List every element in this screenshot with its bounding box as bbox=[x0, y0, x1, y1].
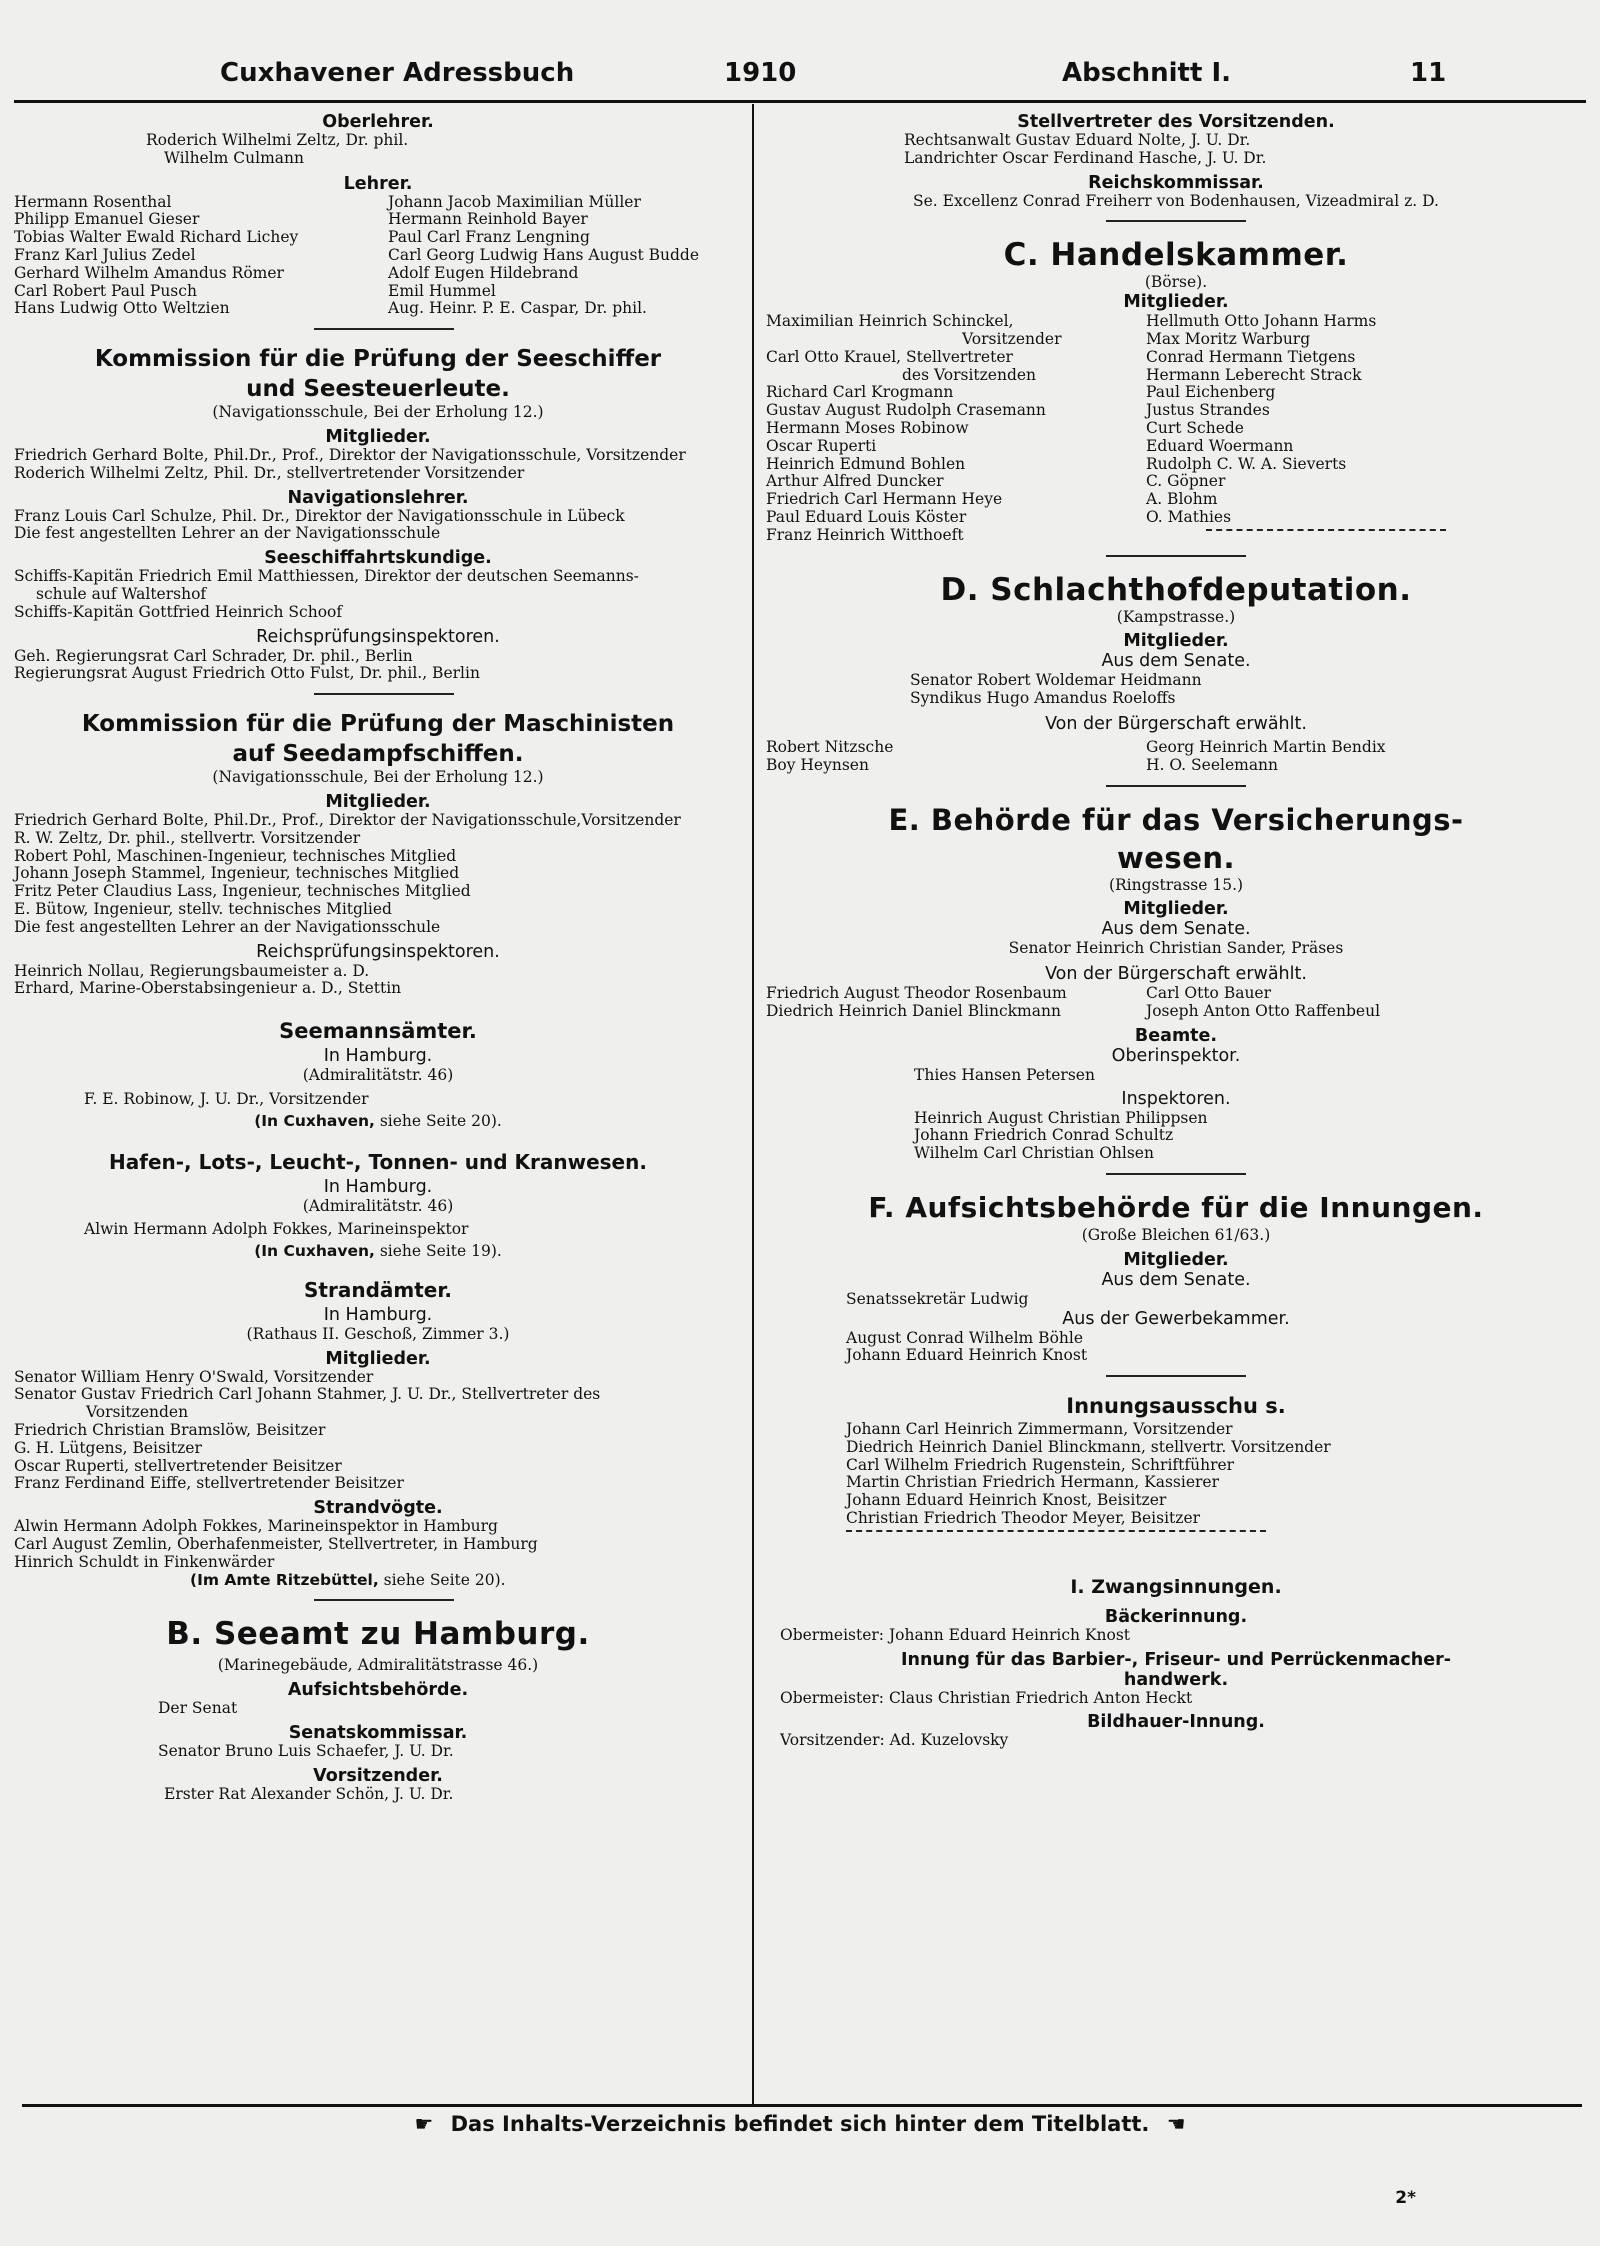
stellv-line: Rechtsanwalt Gustav Eduard Nolte, J. U. Dr. bbox=[904, 131, 1251, 149]
reichskomm-line: Se. Excellenz Conrad Freiherr von Bodenhausen, Vizeadmiral z. D. bbox=[913, 191, 1439, 210]
ausschuss-line: Johann Eduard Heinrich Knost, Beisitzer bbox=[846, 1491, 1167, 1510]
signature-mark: 2* bbox=[1395, 2188, 1416, 2208]
lehrer-name: Franz Karl Julius Zedel bbox=[14, 245, 196, 264]
komm1-title-2: und Seesteuerleute. bbox=[246, 376, 510, 403]
hafen-location: In Hamburg. bbox=[323, 1176, 433, 1197]
lehrer-name: Tobias Walter Ewald Richard Lichey bbox=[14, 228, 299, 247]
handels-name: Curt Schede bbox=[1146, 418, 1244, 437]
barbier-line: Obermeister: Claus Christian Friedrich Anton Heckt bbox=[780, 1688, 1193, 1707]
vers-title-2: wesen. bbox=[1116, 840, 1236, 875]
seeschiff-line: schule auf Waltershof bbox=[36, 584, 207, 603]
strand-reference: (Im Amte Ritzebüttel, siehe Seite 20). bbox=[190, 1570, 506, 1589]
pointing-hand-icon: ☚ bbox=[1166, 2112, 1186, 2136]
handels-name: Hermann Leberecht Strack bbox=[1146, 365, 1362, 384]
barbier-heading-2: handwerk. bbox=[1123, 1669, 1229, 1690]
gewerbe-heading: Aus der Gewerbekammer. bbox=[1062, 1308, 1290, 1329]
schlacht-name: Georg Heinrich Martin Bendix bbox=[1146, 737, 1386, 756]
zwangsinnungen-heading: I. Zwangsinnungen. bbox=[1070, 1575, 1282, 1598]
handels-name: Justus Strandes bbox=[1146, 401, 1270, 420]
handels-name: Friedrich Carl Hermann Heye bbox=[766, 490, 1003, 509]
barbier-heading: Innung für das Barbier-, Friseur- und Perrückenmacher- bbox=[900, 1649, 1452, 1670]
inspektoren-heading: Inspektoren. bbox=[1121, 1088, 1231, 1109]
oberlehrer-heading: Oberlehrer. bbox=[322, 112, 434, 132]
komm1-address: (Navigationsschule, Bei der Erholung 12.) bbox=[212, 403, 544, 422]
section-divider bbox=[1106, 555, 1246, 557]
schlacht-name: Robert Nitzsche bbox=[766, 737, 894, 756]
ausschuss-line: Martin Christian Friedrich Hermann, Kassierer bbox=[846, 1473, 1219, 1492]
lehrer-list bbox=[14, 194, 742, 319]
vers-name: Carl Otto Bauer bbox=[1146, 984, 1272, 1003]
reichskomm-heading: Reichskommissar. bbox=[1088, 172, 1264, 193]
navlehrer-heading: Navigationslehrer. bbox=[287, 487, 469, 508]
lehrer-name: Paul Carl Franz Lengning bbox=[388, 228, 590, 247]
handels-list bbox=[766, 313, 1586, 544]
baecker-heading: Bäckerinnung. bbox=[1104, 1606, 1248, 1627]
schlacht-title: D. Schlachthofdeputation. bbox=[940, 571, 1412, 608]
right-column bbox=[766, 112, 1586, 1750]
handels-name: Arthur Alfred Duncker bbox=[766, 472, 944, 491]
left-column bbox=[14, 112, 742, 1804]
schlacht-name: H. O. Seelemann bbox=[1146, 755, 1279, 774]
seeamt-title: B. Seeamt zu Hamburg. bbox=[166, 1616, 590, 1653]
vors-heading: Vorsitzender. bbox=[313, 1765, 443, 1786]
strand-address: (Rathaus II. Geschoß, Zimmer 3.) bbox=[246, 1324, 510, 1343]
dashed-rule bbox=[1206, 529, 1446, 531]
innung-senat-heading: Aus dem Senate. bbox=[1101, 1269, 1251, 1290]
strandvogte-heading: Strandvögte. bbox=[313, 1498, 443, 1519]
lehrer-heading: Lehrer. bbox=[343, 173, 413, 194]
ausschuss-line: Carl Wilhelm Friedrich Rugenstein, Schriftführer bbox=[846, 1455, 1235, 1474]
navlehrer-line: Franz Louis Carl Schulze, Phil. Dr., Direktor der Navigationsschule in Lübeck bbox=[14, 506, 625, 525]
inspektor-line: Heinrich August Christian Philippsen bbox=[914, 1108, 1208, 1127]
pointing-hand-icon: ☛ bbox=[414, 2112, 434, 2136]
oberinspektor-heading: Oberinspektor. bbox=[1111, 1045, 1241, 1066]
strand-location: In Hamburg. bbox=[323, 1304, 433, 1325]
oberlehrer-line: Roderich Wilhelmi Zeltz, Dr. phil. bbox=[146, 131, 409, 149]
seemann-address: (Admiralitätstr. 46) bbox=[302, 1066, 454, 1085]
komm2-title: Kommission für die Prüfung der Maschinisten bbox=[81, 711, 675, 738]
oberlehrer-line: Wilhelm Culmann bbox=[164, 148, 305, 167]
vers-address: (Ringstrasse 15.) bbox=[1108, 875, 1244, 894]
dashed-rule bbox=[846, 1530, 1266, 1532]
seeschiff-line: Schiffs-Kapitän Friedrich Emil Matthiessen, Direktor der deutschen Seemanns- bbox=[14, 567, 639, 586]
innung-title: F. Aufsichtsbehörde für die Innungen. bbox=[868, 1190, 1484, 1224]
member-line: Robert Pohl, Maschinen-Ingenieur, technisches Mitglied bbox=[14, 846, 457, 865]
innungsausschuss-heading: Innungsausschu s. bbox=[1066, 1394, 1286, 1419]
lehrer-name: Carl Georg Ludwig Hans August Budde bbox=[388, 245, 700, 264]
vers-senat-line: Senator Heinrich Christian Sander, Präses bbox=[1008, 939, 1344, 958]
lehrer-name: Gerhard Wilhelm Amandus Römer bbox=[14, 263, 284, 282]
handels-name: Paul Eichenberg bbox=[1146, 383, 1276, 402]
reich-line: Regierungsrat August Friedrich Otto Fulst, Dr. phil., Berlin bbox=[14, 664, 480, 683]
innung-mitglieder-heading: Mitglieder. bbox=[1123, 1249, 1229, 1270]
member-line: Senator William Henry O'Swald, Vorsitzender bbox=[14, 1367, 374, 1386]
header-year: 1910 bbox=[724, 58, 797, 88]
handels-name: Paul Eduard Louis Köster bbox=[766, 507, 967, 526]
hafen-address: (Admiralitätstr. 46) bbox=[302, 1196, 454, 1215]
lehrer-name: Philipp Emanuel Gieser bbox=[14, 210, 200, 229]
senats-heading: Senatskommissar. bbox=[288, 1723, 468, 1744]
komm2-address: (Navigationsschule, Bei der Erholung 12.) bbox=[212, 768, 544, 787]
ausschuss-line: Christian Friedrich Theodor Meyer, Beisitzer bbox=[846, 1509, 1201, 1528]
handels-title: C. Handelskammer. bbox=[1003, 237, 1349, 274]
hafen-person: Alwin Hermann Adolph Fokkes, Marineinspektor bbox=[84, 1220, 469, 1239]
lehrer-name: Hermann Rosenthal bbox=[14, 192, 172, 211]
seemann-location: In Hamburg. bbox=[323, 1046, 433, 1067]
handels-name: Rudolph C. W. A. Sieverts bbox=[1146, 454, 1347, 473]
member-line: Friedrich Gerhard Bolte, Phil.Dr., Prof., Direktor der Navigationsschule, Vorsitzender bbox=[14, 445, 686, 464]
column-rule bbox=[752, 104, 754, 2104]
schlacht-buerger-heading: Von der Bürgerschaft erwählt. bbox=[1045, 713, 1307, 734]
handels-name: Maximilian Heinrich Schinckel, bbox=[766, 312, 1014, 331]
komm2-title-2: auf Seedampfschiffen. bbox=[232, 741, 524, 768]
seeschiff-line: Schiffs-Kapitän Gottfried Heinrich Schoof bbox=[14, 602, 343, 621]
member-line: Friedrich Christian Bramslöw, Beisitzer bbox=[14, 1421, 326, 1440]
vers-name: Friedrich August Theodor Rosenbaum bbox=[766, 984, 1067, 1003]
navlehrer-line: Die fest angestellten Lehrer an der Navigationsschule bbox=[14, 524, 441, 543]
komm1-mitglieder-heading: Mitglieder. bbox=[325, 426, 431, 447]
aufsicht-heading: Aufsichtsbehörde. bbox=[287, 1680, 469, 1701]
handels-name: Conrad Hermann Tietgens bbox=[1146, 347, 1356, 366]
section-divider bbox=[314, 693, 454, 695]
member-line: Oscar Ruperti, stellvertretender Beisitzer bbox=[14, 1456, 342, 1475]
seeschiff-heading: Seeschiffahrtskundige. bbox=[264, 548, 492, 569]
schlacht-senat-line: Senator Robert Woldemar Heidmann bbox=[910, 671, 1202, 690]
footer-rule bbox=[22, 2104, 1582, 2107]
handels-name: Max Moritz Warburg bbox=[1146, 329, 1311, 348]
gewerbe-line: August Conrad Wilhelm Böhle bbox=[846, 1328, 1084, 1347]
reich-line: Geh. Regierungsrat Carl Schrader, Dr. phil., Berlin bbox=[14, 646, 413, 665]
bildhauer-line: Vorsitzender: Ad. Kuzelovsky bbox=[780, 1731, 1009, 1750]
stellv-heading: Stellvertreter des Vorsitzenden. bbox=[1017, 112, 1335, 132]
vors-line: Erster Rat Alexander Schön, J. U. Dr. bbox=[164, 1784, 454, 1803]
handels-name: des Vorsitzenden bbox=[902, 365, 1037, 384]
reich-line: Heinrich Nollau, Regierungsbaumeister a. D. bbox=[14, 961, 370, 980]
handels-name: Richard Carl Krogmann bbox=[766, 383, 954, 402]
lehrer-name: Adolf Eugen Hildebrand bbox=[388, 263, 579, 282]
reich-heading: Reichsprüfungsinspektoren. bbox=[256, 626, 500, 647]
section-divider bbox=[1106, 1173, 1246, 1175]
member-line: Vorsitzenden bbox=[86, 1403, 189, 1422]
section-divider bbox=[1106, 220, 1246, 222]
section-divider bbox=[1106, 1375, 1246, 1377]
inspektor-line: Johann Friedrich Conrad Schultz bbox=[914, 1126, 1174, 1145]
schlacht-senat-heading: Aus dem Senate. bbox=[1101, 651, 1251, 672]
handels-name: Vorsitzender bbox=[962, 329, 1062, 348]
inspektor-line: Wilhelm Carl Christian Ohlsen bbox=[914, 1144, 1154, 1163]
hafen-reference: (In Cuxhaven, siehe Seite 19). bbox=[254, 1242, 502, 1261]
section-divider bbox=[314, 1599, 454, 1601]
handels-name: Oscar Ruperti bbox=[766, 436, 877, 455]
vers-buerger-heading: Von der Bürgerschaft erwählt. bbox=[1045, 964, 1307, 985]
stellv-line: Landrichter Oscar Ferdinand Hasche, J. U. Dr. bbox=[904, 148, 1267, 167]
vers-name: Joseph Anton Otto Raffenbeul bbox=[1146, 1001, 1381, 1020]
member-line: Roderich Wilhelmi Zeltz, Phil. Dr., stellvertretender Vorsitzender bbox=[14, 463, 525, 482]
beamte-heading: Beamte. bbox=[1134, 1025, 1218, 1046]
schlacht-name: Boy Heynsen bbox=[766, 755, 869, 774]
vers-mitglieder-heading: Mitglieder. bbox=[1123, 899, 1229, 920]
reich-heading: Reichsprüfungsinspektoren. bbox=[256, 941, 500, 962]
aufsicht-line: Der Senat bbox=[158, 1699, 238, 1718]
handels-name: C. Göpner bbox=[1146, 472, 1226, 491]
vers-name: Diedrich Heinrich Daniel Blinckmann bbox=[766, 1001, 1061, 1020]
lehrer-name: Hermann Reinhold Bayer bbox=[388, 210, 588, 229]
handels-name: A. Blohm bbox=[1146, 490, 1218, 509]
innung-senat-line: Senatssekretär Ludwig bbox=[846, 1289, 1029, 1308]
lehrer-name: Johann Jacob Maximilian Müller bbox=[388, 192, 641, 211]
page-number: 11 bbox=[1410, 58, 1447, 88]
running-header bbox=[0, 58, 1600, 98]
handels-name: Hellmuth Otto Johann Harms bbox=[1146, 312, 1377, 331]
strand-heading: Strandämter. bbox=[304, 1277, 452, 1302]
handels-name: Carl Otto Krauel, Stellvertreter bbox=[766, 347, 1013, 366]
member-line: Friedrich Gerhard Bolte, Phil.Dr., Prof., Direktor der Navigationsschule,Vorsitzender bbox=[14, 810, 681, 829]
handels-name: Hermann Moses Robinow bbox=[766, 418, 969, 437]
komm2-mitglieder-heading: Mitglieder. bbox=[325, 791, 431, 812]
member-line: Die fest angestellten Lehrer an der Navigationsschule bbox=[14, 917, 441, 936]
schlacht-senat-line: Syndikus Hugo Amandus Roeloffs bbox=[910, 689, 1176, 708]
schlacht-list bbox=[766, 739, 1586, 775]
section-divider bbox=[314, 328, 454, 330]
footer-note bbox=[0, 2112, 1600, 2136]
lehrer-name: Emil Hummel bbox=[388, 281, 496, 300]
lehrer-name: Aug. Heinr. P. E. Caspar, Dr. phil. bbox=[388, 299, 647, 318]
baecker-line: Obermeister: Johann Eduard Heinrich Knost bbox=[780, 1625, 1130, 1644]
komm1-title: Kommission für die Prüfung der Seeschiffer bbox=[94, 346, 662, 373]
lehrer-name: Carl Robert Paul Pusch bbox=[14, 281, 197, 300]
bildhauer-heading: Bildhauer-Innung. bbox=[1087, 1712, 1265, 1733]
innung-address: (Große Bleichen 61/63.) bbox=[1081, 1225, 1271, 1244]
handels-name: O. Mathies bbox=[1146, 507, 1232, 526]
member-line: Senator Gustav Friedrich Carl Johann Stahmer, J. U. Dr., Stellvertreter des bbox=[14, 1385, 601, 1404]
handels-mitglieder-heading: Mitglieder. bbox=[1123, 292, 1229, 313]
seemann-heading: Seemannsämter. bbox=[279, 1019, 477, 1044]
hafen-heading: Hafen-, Lots-, Leucht-, Tonnen- und Kranwesen. bbox=[109, 1149, 647, 1174]
section-divider bbox=[1106, 785, 1246, 787]
handels-name: Gustav August Rudolph Crasemann bbox=[766, 401, 1046, 420]
header-section: Abschnitt I. bbox=[1062, 58, 1232, 88]
handels-name: Heinrich Edmund Bohlen bbox=[766, 454, 966, 473]
header-rule bbox=[14, 100, 1586, 103]
schlacht-mitglieder-heading: Mitglieder. bbox=[1123, 631, 1229, 652]
strand-mitglieder-heading: Mitglieder. bbox=[325, 1348, 431, 1369]
member-line: G. H. Lütgens, Beisitzer bbox=[14, 1438, 202, 1457]
oberinspektor-line: Thies Hansen Petersen bbox=[914, 1065, 1095, 1084]
vers-list bbox=[766, 985, 1586, 1021]
vogt-line: Carl August Zemlin, Oberhafenmeister, Stellvertreter, in Hamburg bbox=[14, 1535, 538, 1554]
footer-text: Das Inhalts-Verzeichnis befindet sich hinter dem Titelblatt. bbox=[450, 2112, 1150, 2136]
vogt-line: Alwin Hermann Adolph Fokkes, Marineinspektor in Hamburg bbox=[14, 1517, 498, 1536]
schlacht-address: (Kampstrasse.) bbox=[1116, 607, 1236, 626]
ausschuss-line: Diedrich Heinrich Daniel Blinckmann, stellvertr. Vorsitzender bbox=[846, 1437, 1331, 1456]
lehrer-name: Hans Ludwig Otto Weltzien bbox=[14, 299, 230, 318]
member-line: R. W. Zeltz, Dr. phil., stellvertr. Vorsitzender bbox=[14, 828, 361, 847]
handels-name: Eduard Woermann bbox=[1146, 436, 1294, 455]
ausschuss-line: Johann Carl Heinrich Zimmermann, Vorsitzender bbox=[846, 1420, 1233, 1439]
gewerbe-line: Johann Eduard Heinrich Knost bbox=[846, 1346, 1088, 1365]
vers-title: E. Behörde für das Versicherungs- bbox=[888, 802, 1464, 837]
member-line: Johann Joseph Stammel, Ingenieur, technisches Mitglied bbox=[14, 864, 460, 883]
senats-line: Senator Bruno Luis Schaefer, J. U. Dr. bbox=[158, 1742, 454, 1761]
seemann-reference: (In Cuxhaven, siehe Seite 20). bbox=[254, 1111, 502, 1130]
book-title: Cuxhavener Adressbuch bbox=[220, 58, 575, 88]
seemann-person: F. E. Robinow, J. U. Dr., Vorsitzender bbox=[84, 1089, 369, 1108]
reich-line: Erhard, Marine-Oberstabsingenieur a. D., Stettin bbox=[14, 979, 402, 998]
handels-name: Franz Heinrich Witthoeft bbox=[766, 525, 964, 544]
handels-sub: (Börse). bbox=[1144, 273, 1208, 292]
vers-senat-heading: Aus dem Senate. bbox=[1101, 919, 1251, 940]
seeamt-address: (Marinegebäude, Admiralitätstrasse 46.) bbox=[217, 1656, 539, 1675]
vogt-line: Hinrich Schuldt in Finkenwärder bbox=[14, 1552, 275, 1571]
member-line: Fritz Peter Claudius Lass, Ingenieur, technisches Mitglied bbox=[14, 882, 471, 901]
member-line: E. Bütow, Ingenieur, stellv. technisches Mitglied bbox=[14, 899, 392, 918]
member-line: Franz Ferdinand Eiffe, stellvertretender Beisitzer bbox=[14, 1474, 404, 1493]
